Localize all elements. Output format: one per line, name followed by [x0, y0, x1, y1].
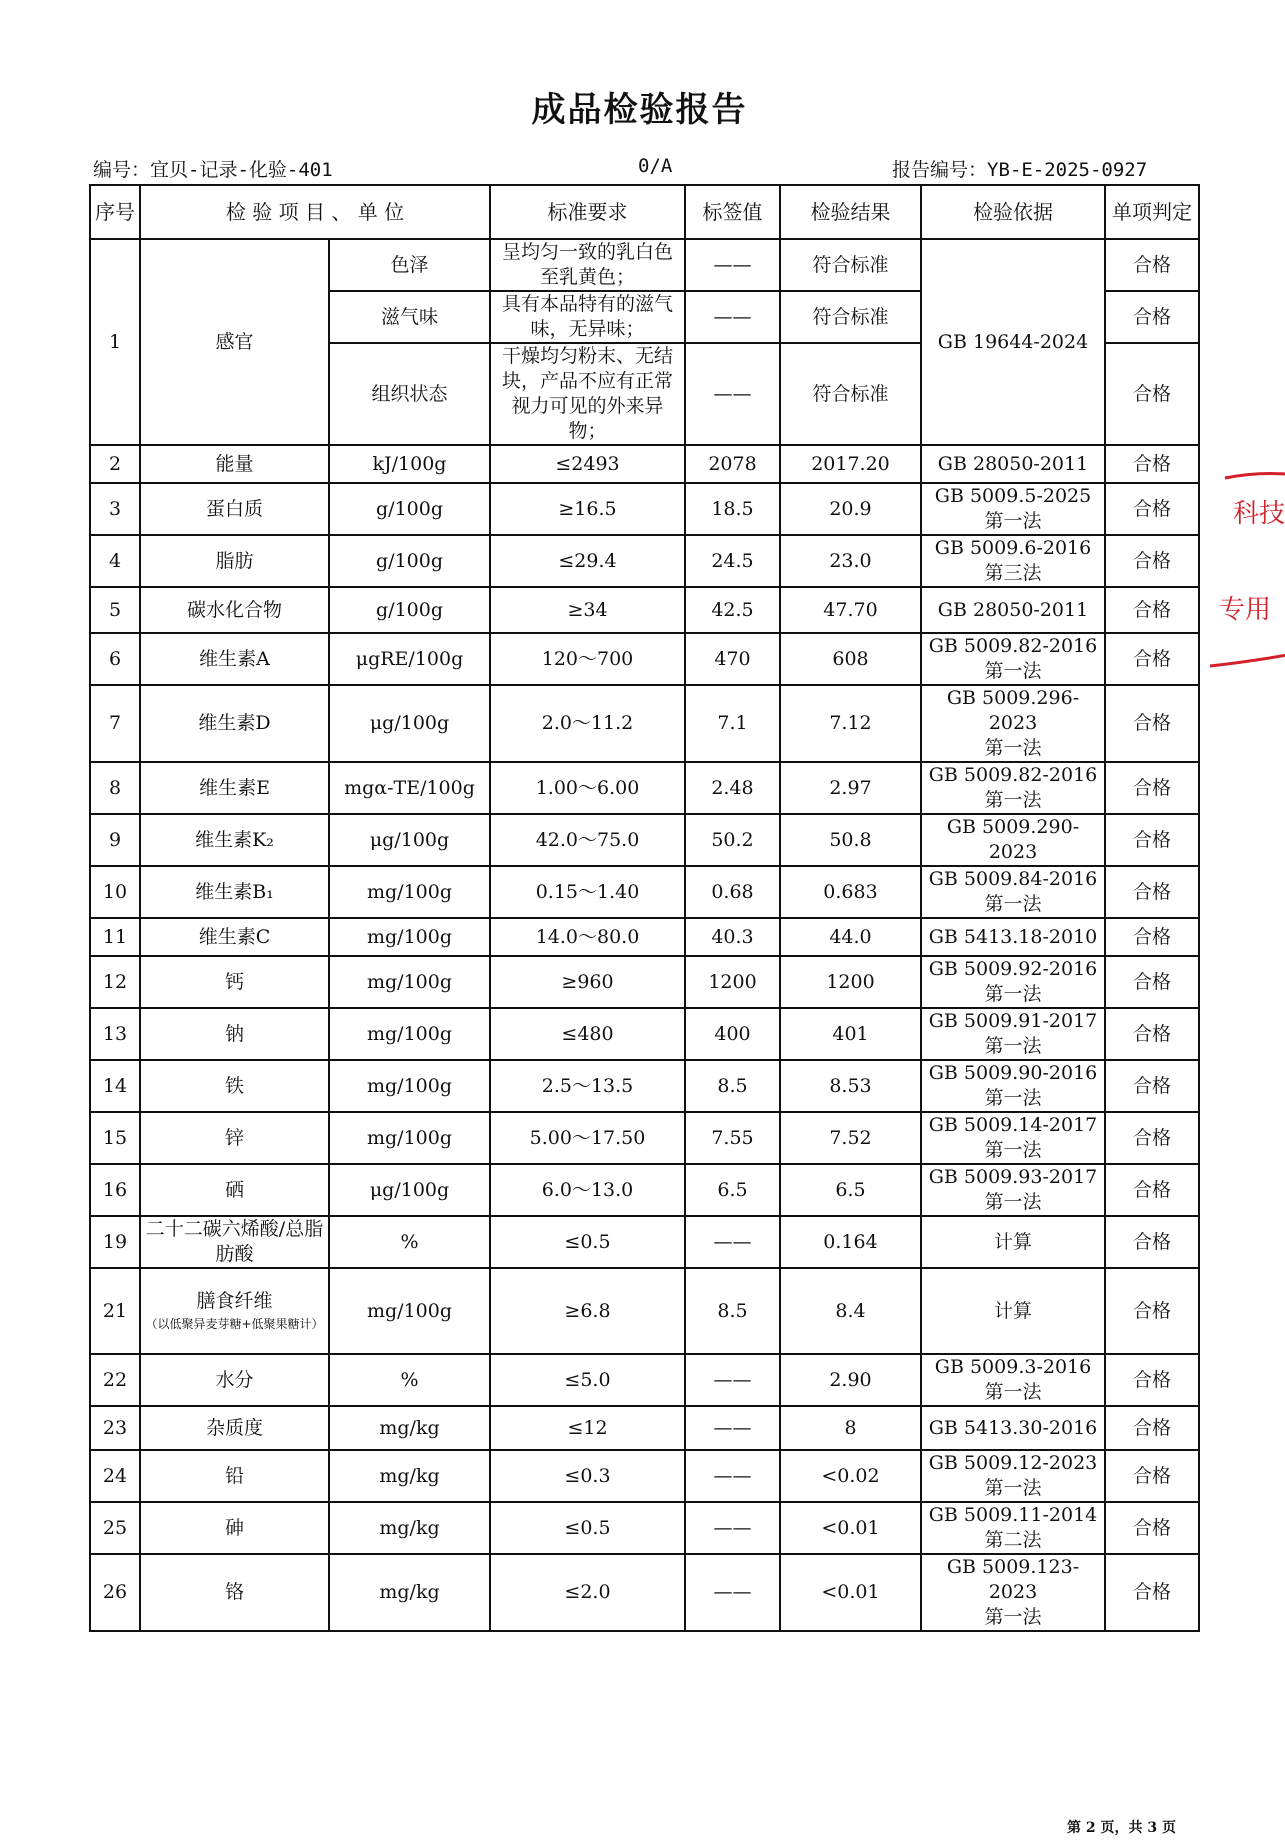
- cell-label: 0.68: [685, 866, 780, 918]
- cell-standard: 6.0～13.0: [490, 1164, 685, 1216]
- cell-basis: [921, 762, 1105, 814]
- basis-standard: 计算: [993, 1230, 1032, 1253]
- cell-standard: ≤0.5: [490, 1216, 685, 1268]
- cell-item-name: 铅: [140, 1450, 329, 1502]
- report-title: 成品检验报告: [531, 90, 748, 130]
- cell-label: 7.1: [685, 685, 780, 762]
- cell-result: 2.90: [780, 1354, 921, 1406]
- cell-item-name: 能量: [140, 445, 329, 483]
- table-row: [90, 762, 1199, 814]
- basis-method: 第一法: [984, 1035, 1042, 1057]
- table-row: [90, 1554, 1199, 1631]
- cell-seq: 5: [90, 587, 140, 633]
- cell-result: 符合标准: [780, 343, 921, 445]
- cell-unit: μgRE/100g: [329, 633, 490, 685]
- cell-item-name: 维生素D: [140, 685, 329, 762]
- cell-label: 400: [685, 1008, 780, 1060]
- cell-result: 7.52: [780, 1112, 921, 1164]
- cell-verdict: 合格: [1105, 1060, 1199, 1112]
- table-row: [90, 1216, 1199, 1268]
- cell-item-name: 维生素C: [140, 918, 329, 956]
- cell-verdict: 合格: [1105, 866, 1199, 918]
- table-row: [90, 1268, 1199, 1354]
- inspection-table: [89, 184, 1200, 1632]
- basis-method: 第一法: [984, 1139, 1042, 1161]
- cell-label: 42.5: [685, 587, 780, 633]
- cell-verdict: 合格: [1105, 535, 1199, 587]
- cell-unit: g/100g: [329, 535, 490, 587]
- basis-standard: GB 5009.90-2016: [928, 1062, 1098, 1084]
- table-row: [90, 918, 1199, 956]
- cell-standard: 0.15～1.40: [490, 866, 685, 918]
- report-number: 报告编号：YB-E-2025-0927: [892, 159, 1148, 181]
- cell-standard: ≤29.4: [490, 535, 685, 587]
- cell-seq: 12: [90, 956, 140, 1008]
- cell-standard: ≤480: [490, 1008, 685, 1060]
- cell-label: 40.3: [685, 918, 780, 956]
- basis-method: 第一法: [984, 1381, 1042, 1403]
- cell-standard: ≤2493: [490, 445, 685, 483]
- cell-item-name: 维生素K₂: [140, 814, 329, 866]
- cell-standard: ≥16.5: [490, 483, 685, 535]
- cell-standard: ≥34: [490, 587, 685, 633]
- cell-result: 8.53: [780, 1060, 921, 1112]
- basis-standard: GB 5009.12-2023: [928, 1452, 1098, 1474]
- cell-seq: 4: [90, 535, 140, 587]
- cell-standard: ≤2.0: [490, 1554, 685, 1631]
- cell-sub-item: 滋气味: [329, 291, 490, 343]
- cell-unit: μg/100g: [329, 814, 490, 866]
- page-footer: 第 2 页，共 3 页: [1067, 1820, 1176, 1836]
- cell-standard: ≤5.0: [490, 1354, 685, 1406]
- cell-seq: 15: [90, 1112, 140, 1164]
- cell-seq: 9: [90, 814, 140, 866]
- table-row: [90, 239, 1199, 291]
- basis-standard: GB 5009.5-2025: [934, 485, 1092, 507]
- cell-unit: mg/kg: [329, 1502, 490, 1554]
- cell-item-name: 维生素E: [140, 762, 329, 814]
- cell-basis: [921, 1268, 1105, 1354]
- cell-label: 6.5: [685, 1164, 780, 1216]
- cell-unit: mg/100g: [329, 1008, 490, 1060]
- cell-basis: [921, 535, 1105, 587]
- cell-seq: 11: [90, 918, 140, 956]
- cell-basis: [921, 866, 1105, 918]
- table-row: [90, 1008, 1199, 1060]
- cell-standard: 120～700: [490, 633, 685, 685]
- basis-standard: GB 5009.82-2016: [928, 764, 1098, 786]
- table-row: [90, 814, 1199, 866]
- basis-standard: GB 5009.6-2016: [934, 537, 1092, 559]
- basis-standard: GB 5009.92-2016: [928, 958, 1098, 980]
- cell-seq: 1: [90, 239, 140, 445]
- basis-standard: GB 5009.93-2017: [928, 1166, 1098, 1188]
- cell-result: 符合标准: [780, 291, 921, 343]
- cell-verdict: 合格: [1105, 1112, 1199, 1164]
- cell-verdict: 合格: [1105, 814, 1199, 866]
- cell-standard: 14.0～80.0: [490, 918, 685, 956]
- cell-item-name: 脂肪: [140, 535, 329, 587]
- cell-item-name: 砷: [140, 1502, 329, 1554]
- cell-basis: [921, 1502, 1105, 1554]
- cell-label: ——: [685, 343, 780, 445]
- cell-result: 50.8: [780, 814, 921, 866]
- cell-basis: [921, 918, 1105, 956]
- cell-unit: μg/100g: [329, 1164, 490, 1216]
- cell-label: ——: [685, 1450, 780, 1502]
- cell-result: 23.0: [780, 535, 921, 587]
- cell-result: 401: [780, 1008, 921, 1060]
- cell-unit: μg/100g: [329, 685, 490, 762]
- cell-basis: GB 19644-2024: [921, 239, 1105, 445]
- basis-standard: GB 5413.18-2010: [928, 925, 1098, 948]
- cell-basis: [921, 483, 1105, 535]
- cell-result: <0.02: [780, 1450, 921, 1502]
- basis-method: 第一法: [984, 1191, 1042, 1213]
- basis-method: 第二法: [984, 1529, 1042, 1551]
- basis-method: 第一法: [984, 1087, 1042, 1109]
- cell-result: 608: [780, 633, 921, 685]
- cell-verdict: 合格: [1105, 685, 1199, 762]
- basis-method: 第一法: [984, 660, 1042, 682]
- basis-method: 第一法: [984, 737, 1042, 759]
- cell-basis: [921, 1164, 1105, 1216]
- cell-result: 2.97: [780, 762, 921, 814]
- cell-result: 44.0: [780, 918, 921, 956]
- cell-result: 0.683: [780, 866, 921, 918]
- cell-basis: [921, 1008, 1105, 1060]
- cell-sub-item: 色泽: [329, 239, 490, 291]
- cell-verdict: 合格: [1105, 1354, 1199, 1406]
- cell-unit: mgα-TE/100g: [329, 762, 490, 814]
- cell-result: 6.5: [780, 1164, 921, 1216]
- cell-seq: 23: [90, 1406, 140, 1450]
- table-row: [90, 685, 1199, 762]
- table-header-row: [90, 185, 1199, 239]
- cell-item-name: 锌: [140, 1112, 329, 1164]
- cell-standard: 干燥均匀粉末、无结块，产品不应有正常视力可见的外来异物；: [490, 343, 685, 445]
- cell-result: <0.01: [780, 1502, 921, 1554]
- doc-number: 编号：宜贝-记录-化验-401: [93, 159, 333, 181]
- cell-seq: 22: [90, 1354, 140, 1406]
- item-note: （以低聚异麦芽糖+低聚果糖计）: [145, 1316, 324, 1331]
- cell-result: 8: [780, 1406, 921, 1450]
- table-row: [90, 1354, 1199, 1406]
- cell-standard: ≥960: [490, 956, 685, 1008]
- cell-standard: 5.00～17.50: [490, 1112, 685, 1164]
- table-row: [90, 1502, 1199, 1554]
- basis-method: 第一法: [984, 983, 1042, 1005]
- cell-sub-item: 组织状态: [329, 343, 490, 445]
- table-row: [90, 866, 1199, 918]
- cell-item-name: 杂质度: [140, 1406, 329, 1450]
- cell-unit: mg/100g: [329, 1268, 490, 1354]
- cell-item-name: 铁: [140, 1060, 329, 1112]
- cell-basis: [921, 685, 1105, 762]
- basis-method: 第一法: [984, 893, 1042, 915]
- cell-result: <0.01: [780, 1554, 921, 1631]
- cell-verdict: 合格: [1105, 762, 1199, 814]
- cell-seq: 10: [90, 866, 140, 918]
- table-row: [90, 1112, 1199, 1164]
- basis-method: 第一法: [984, 789, 1042, 811]
- cell-label: 7.55: [685, 1112, 780, 1164]
- cell-unit: mg/100g: [329, 918, 490, 956]
- stamp-text: 科技: [1233, 499, 1285, 529]
- table-row: [90, 633, 1199, 685]
- cell-label: 2.48: [685, 762, 780, 814]
- basis-standard: GB 5009.296-2023: [946, 687, 1080, 734]
- cell-verdict: 合格: [1105, 343, 1199, 445]
- cell-item-name: 钠: [140, 1008, 329, 1060]
- cell-item-name: [140, 1268, 329, 1354]
- col-item: 检 验 项 目 、 单 位: [140, 185, 490, 239]
- cell-label: ——: [685, 1502, 780, 1554]
- basis-standard: GB 28050-2011: [937, 452, 1089, 475]
- col-result: 检验结果: [780, 185, 921, 239]
- table-row: [90, 587, 1199, 633]
- cell-seq: 8: [90, 762, 140, 814]
- cell-basis: [921, 956, 1105, 1008]
- cell-result: 20.9: [780, 483, 921, 535]
- stamp-ring: [1225, 473, 1285, 480]
- cell-verdict: 合格: [1105, 445, 1199, 483]
- cell-result: 47.70: [780, 587, 921, 633]
- cell-item-name: 维生素B₁: [140, 866, 329, 918]
- basis-method: 第三法: [984, 562, 1042, 584]
- cell-label: 2078: [685, 445, 780, 483]
- basis-method: 第一法: [984, 1606, 1042, 1628]
- cell-result: 7.12: [780, 685, 921, 762]
- table-row: [90, 956, 1199, 1008]
- cell-unit: mg/100g: [329, 866, 490, 918]
- red-seal-stamp: [1205, 470, 1285, 670]
- cell-basis: [921, 1554, 1105, 1631]
- cell-verdict: 合格: [1105, 291, 1199, 343]
- cell-item-name: 硒: [140, 1164, 329, 1216]
- cell-standard: 具有本品特有的滋气味，无异味；: [490, 291, 685, 343]
- cell-verdict: 合格: [1105, 239, 1199, 291]
- cell-verdict: 合格: [1105, 918, 1199, 956]
- cell-standard: 42.0～75.0: [490, 814, 685, 866]
- cell-item-name: 碳水化合物: [140, 587, 329, 633]
- cell-verdict: 合格: [1105, 1164, 1199, 1216]
- cell-label: 50.2: [685, 814, 780, 866]
- cell-result: 符合标准: [780, 239, 921, 291]
- cell-basis: [921, 1406, 1105, 1450]
- cell-unit: %: [329, 1354, 490, 1406]
- cell-standard: ≥6.8: [490, 1268, 685, 1354]
- stamp-ring: [1210, 648, 1285, 666]
- cell-seq: 19: [90, 1216, 140, 1268]
- cell-unit: mg/100g: [329, 1112, 490, 1164]
- cell-verdict: 合格: [1105, 1450, 1199, 1502]
- cell-unit: mg/kg: [329, 1450, 490, 1502]
- cell-basis: [921, 445, 1105, 483]
- table-row: [90, 1164, 1199, 1216]
- col-seq: 序号: [90, 185, 140, 239]
- cell-item-name: 二十二碳六烯酸/总脂肪酸: [140, 1216, 329, 1268]
- cell-label: 8.5: [685, 1268, 780, 1354]
- cell-seq: 3: [90, 483, 140, 535]
- item-name: 膳食纤维: [196, 1289, 273, 1312]
- cell-label: ——: [685, 1406, 780, 1450]
- col-verdict: 单项判定: [1105, 185, 1199, 239]
- basis-method: 第一法: [984, 1477, 1042, 1499]
- table-row: [90, 445, 1199, 483]
- table-row: [90, 1406, 1199, 1450]
- cell-verdict: 合格: [1105, 1216, 1199, 1268]
- cell-label: ——: [685, 1354, 780, 1406]
- cell-verdict: 合格: [1105, 1406, 1199, 1450]
- cell-seq: 21: [90, 1268, 140, 1354]
- basis-standard: GB 5413.30-2016: [928, 1416, 1098, 1439]
- basis-standard: GB 5009.123-2023: [946, 1556, 1080, 1603]
- cell-unit: mg/100g: [329, 1060, 490, 1112]
- cell-seq: 14: [90, 1060, 140, 1112]
- cell-label: 8.5: [685, 1060, 780, 1112]
- basis-standard: GB 5009.14-2017: [928, 1114, 1098, 1136]
- basis-standard: GB 5009.91-2017: [928, 1010, 1098, 1032]
- cell-item-name: 水分: [140, 1354, 329, 1406]
- basis-standard: GB 5009.84-2016: [928, 868, 1098, 890]
- cell-item-name: 蛋白质: [140, 483, 329, 535]
- table-row: [90, 535, 1199, 587]
- cell-seq: 25: [90, 1502, 140, 1554]
- cell-verdict: 合格: [1105, 633, 1199, 685]
- cell-label: 1200: [685, 956, 780, 1008]
- cell-basis: [921, 1354, 1105, 1406]
- cell-label: ——: [685, 239, 780, 291]
- cell-seq: 6: [90, 633, 140, 685]
- cell-seq: 16: [90, 1164, 140, 1216]
- cell-basis: [921, 1112, 1105, 1164]
- table-row: [90, 1060, 1199, 1112]
- cell-verdict: 合格: [1105, 483, 1199, 535]
- cell-result: 8.4: [780, 1268, 921, 1354]
- cell-unit: mg/kg: [329, 1554, 490, 1631]
- cell-unit: kJ/100g: [329, 445, 490, 483]
- basis-standard: GB 5009.3-2016: [934, 1356, 1092, 1378]
- cell-label: ——: [685, 1554, 780, 1631]
- cell-item-name: 钙: [140, 956, 329, 1008]
- cell-basis: [921, 1450, 1105, 1502]
- basis-standard: GB 5009.82-2016: [928, 635, 1098, 657]
- table-row: [90, 483, 1199, 535]
- cell-item-name: 感官: [140, 239, 329, 445]
- cell-unit: mg/kg: [329, 1406, 490, 1450]
- cell-seq: 24: [90, 1450, 140, 1502]
- basis-standard: GB 5009.11-2014: [928, 1504, 1098, 1526]
- cell-label: 470: [685, 633, 780, 685]
- cell-seq: 13: [90, 1008, 140, 1060]
- cell-standard: 呈均匀一致的乳白色至乳黄色；: [490, 239, 685, 291]
- cell-standard: 2.0～11.2: [490, 685, 685, 762]
- cell-standard: ≤0.5: [490, 1502, 685, 1554]
- cell-unit: mg/100g: [329, 956, 490, 1008]
- cell-item-name: 维生素A: [140, 633, 329, 685]
- cell-verdict: 合格: [1105, 1268, 1199, 1354]
- cell-basis: [921, 633, 1105, 685]
- col-basis: 检验依据: [921, 185, 1105, 239]
- basis-standard: GB 5009.290-2023: [946, 816, 1080, 863]
- cell-result: 2017.20: [780, 445, 921, 483]
- cell-verdict: 合格: [1105, 1554, 1199, 1631]
- cell-seq: 2: [90, 445, 140, 483]
- cell-verdict: 合格: [1105, 587, 1199, 633]
- cell-standard: 2.5～13.5: [490, 1060, 685, 1112]
- cell-standard: ≤0.3: [490, 1450, 685, 1502]
- cell-label: ——: [685, 1216, 780, 1268]
- cell-unit: g/100g: [329, 483, 490, 535]
- cell-seq: 7: [90, 685, 140, 762]
- col-standard: 标准要求: [490, 185, 685, 239]
- cell-label: 18.5: [685, 483, 780, 535]
- cell-label: 24.5: [685, 535, 780, 587]
- basis-standard: GB 28050-2011: [937, 598, 1089, 621]
- cell-result: 0.164: [780, 1216, 921, 1268]
- cell-basis: [921, 1060, 1105, 1112]
- cell-item-name: 铬: [140, 1554, 329, 1631]
- cell-verdict: 合格: [1105, 956, 1199, 1008]
- cell-standard: ≤12: [490, 1406, 685, 1450]
- cell-basis: [921, 587, 1105, 633]
- cell-result: 1200: [780, 956, 921, 1008]
- cell-verdict: 合格: [1105, 1008, 1199, 1060]
- cell-basis: [921, 814, 1105, 866]
- cell-unit: %: [329, 1216, 490, 1268]
- cell-basis: [921, 1216, 1105, 1268]
- basis-method: 第一法: [984, 510, 1042, 532]
- cell-verdict: 合格: [1105, 1502, 1199, 1554]
- cell-standard: 1.00～6.00: [490, 762, 685, 814]
- cell-label: ——: [685, 291, 780, 343]
- table-row: [90, 1450, 1199, 1502]
- basis-standard: 计算: [993, 1299, 1032, 1322]
- cell-seq: 26: [90, 1554, 140, 1631]
- version: 0/A: [638, 155, 673, 177]
- stamp-text: 专用: [1219, 595, 1272, 625]
- cell-unit: g/100g: [329, 587, 490, 633]
- col-label: 标签值: [685, 185, 780, 239]
